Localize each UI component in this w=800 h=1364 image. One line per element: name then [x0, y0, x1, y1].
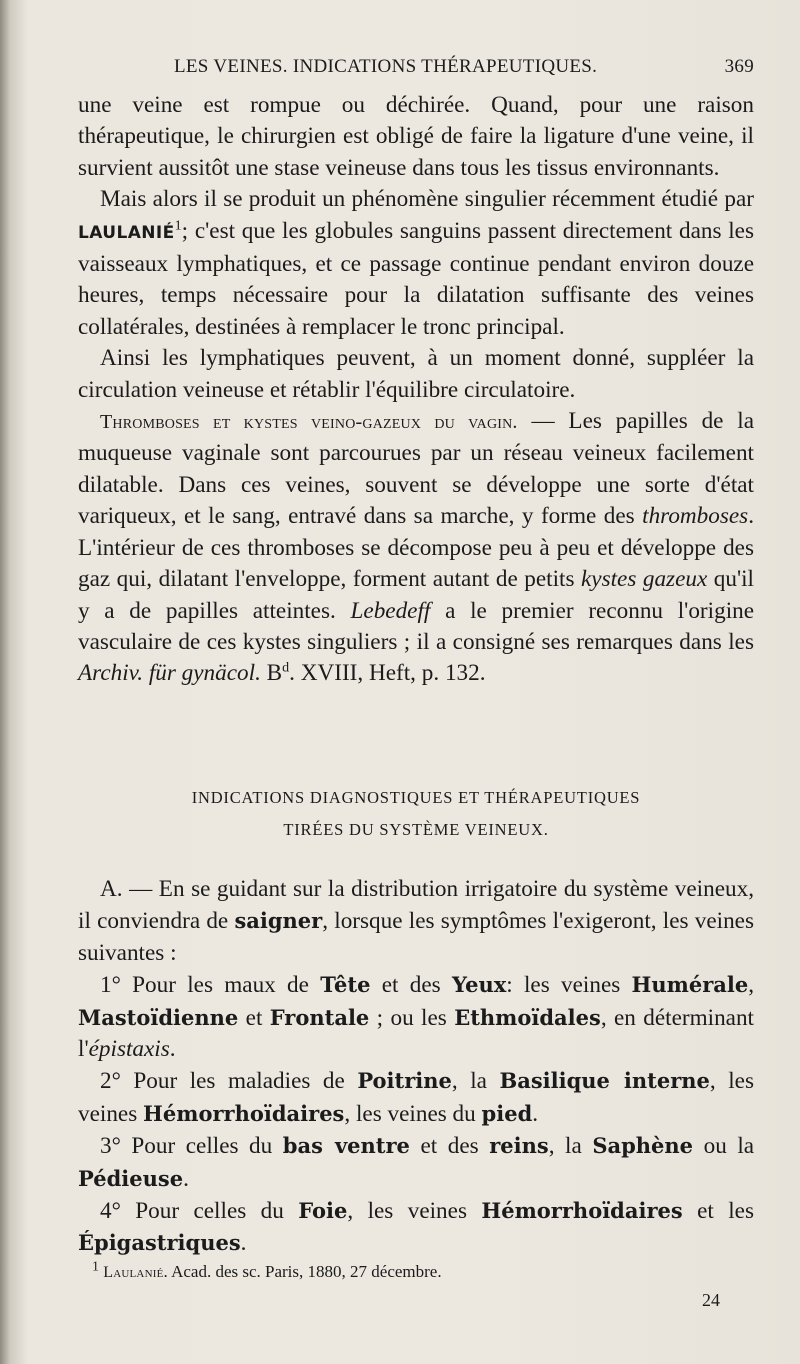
paragraph-a: A. — En se guidant sur la distribution irrigatoire du système veineux, il conviendra de saigner, lorsque les symptômes l'exigeront, les veines suivantes : [78, 876, 754, 966]
section-heading-line-2: TIRÉES DU SYSTÈME VEINEUX. [283, 820, 549, 839]
run-in-heading: Thromboses et kystes veino-gazeux du vagin. [100, 411, 518, 434]
paragraph-3: Ainsi les lymphatiques peuvent, à un moment donné, suppléer la circulation veineuse et rétablir l'équilibre circulatoire. [78, 345, 754, 403]
body-text-2 [78, 874, 754, 1260]
body-text [78, 90, 754, 690]
list-item-2: 2° Pour les maladies de Poitrine, la Basilique interne, les veines Hémorrhoïdaires, les veines du pied. [78, 1068, 754, 1127]
paragraph-2: Mais alors il se produit un phénomène singulier récemment étudié par LAULANIÉ$^1$; c'est que les globules sanguins passent directement dans les vaisseaux lymphatiques, et ce passage continue pendant environ douze heures, temps nécessaire pour la dilatation suffisante des veines collatérales, destinées à remplacer le tronc principal. [78, 186, 754, 340]
page-number: 369 [724, 56, 754, 77]
list-item-4: 4° Pour celles du Foie, les veines Hémorrhoïdaires et les Épigastriques. [78, 1198, 755, 1257]
list-item-3: 3° Pour celles du bas ventre et des reins, la Saphène ou la Pédieuse. [78, 1133, 755, 1192]
list-item-1: 1° Pour les maux de Tête et des Yeux: les veines Humérale, Mastoïdienne et Frontale ; ou les Ethmoïdales, en déterminant l'épistaxis. [78, 972, 755, 1063]
header-title: LES VEINES. INDICATIONS THÉRAPEUTIQUES. [174, 56, 598, 77]
signature-mark: 24 [702, 1290, 720, 1310]
section-heading-line-1: INDICATIONS DIAGNOSTIQUES ET THÉRAPEUTIQUES [191, 788, 641, 807]
footnote-number: 1 [92, 1259, 99, 1275]
paragraph-4: Thromboses et kystes veino-gazeux du vagin. — Les papilles de la muqueuse vaginale sont parcourues par un réseau veineux facilement dilatable. Dans ces veines, souvent se développe une sorte d'état variqueux, et le sang, entravé dans sa marche, y forme des thromboses. L'intérieur de ces thromboses se décompose peu à peu et développe des gaz qui, dilatant l'enveloppe, forment autant de petits kystes gazeux qu'il y a de papilles atteintes. Lebedeff a le premier reconnu l'origine vasculaire de ces kystes singuliers ; il a consigné ses remarques dans les Archiv. für gynäcol. $B^d$. XVIII, Heft, p. 132. [78, 408, 755, 687]
footnote-author: Laulanié [103, 1264, 164, 1281]
author-name: LAULANIÉ [78, 222, 175, 243]
paragraph-1: une veine est rompue ou déchirée. Quand, pour une raison thérapeutique, le chirurgien est obligé de faire la ligature d'une veine, il survient aussitôt une stase veineuse dans tous les tissus environnants. [78, 92, 754, 181]
footnote: $^1$ Laulanié. Acad. des sc. Paris, 1880, 27 décembre. [92, 1259, 442, 1281]
footnote-ref: 1 [174, 217, 182, 233]
running-header [78, 56, 754, 86]
